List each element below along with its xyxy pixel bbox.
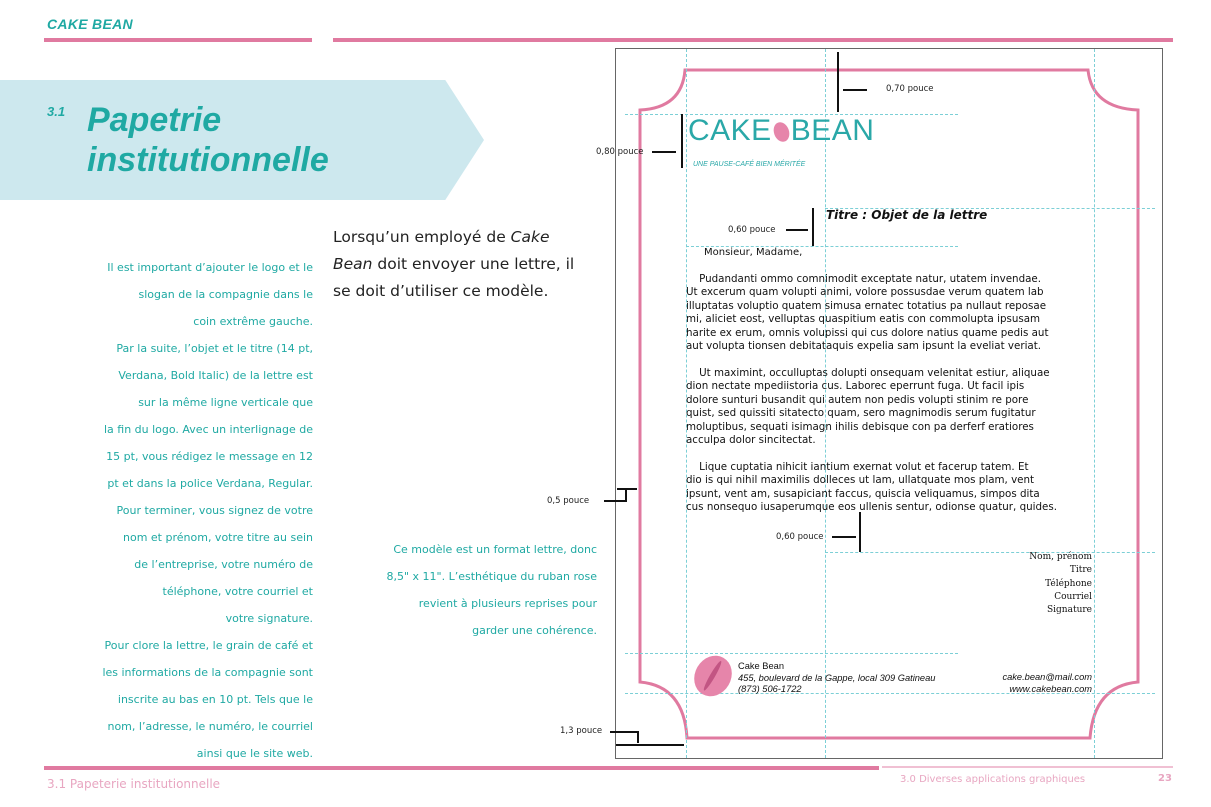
sidebar-line: pt et dans la police Verdana, Regular. [107,477,313,490]
dim-label-top: 0,70 pouce [886,84,934,94]
letter-line: dio is qui nihil maximilis dolleces ut lam, ullatquate mos plam, vent [686,474,1035,487]
footer-rule-right [882,766,1173,768]
letter-line: cus nonsequo iusaperumque eos ullenis sentur, odionse quatur, quides. [686,501,1057,514]
signature-signature: Signature [1046,605,1092,616]
dim-label-logo: 0,80 pouce [596,147,644,157]
dim-label-title: 0,60 pouce [728,225,776,235]
dim-mark [832,536,856,538]
letter-line: quist, sed quissiti sitatecto quam, sero magnimodis serum fugitatur [686,407,1036,420]
dim-mark [637,731,639,743]
letter-line: aut volupta tionsen debitataquis expelia sam ipsunt la eveliat veriat. [686,340,1042,353]
dim-mark [617,488,637,490]
letter-footer-company [738,661,935,696]
letter-line: Pudandanti ommo comnimodit exceptate natur, utatem invendae. [686,273,1042,285]
letter-paragraph-3 [686,461,1096,515]
guide-horizontal [625,653,958,654]
sidebar-line: les informations de la compagnie sont [102,666,313,679]
letter-signature-block [960,551,1092,617]
footer-website: www.cakebean.com [1009,683,1092,694]
dim-mark [786,229,808,231]
letter-line: Lique cuptatia nihicit iantium exernat volut et facerup tatem. Et [686,461,1029,473]
letter-line: moluptibus, sequati isimagn ihilis debisque con pa derferf eratiores [686,420,1034,433]
section-title-line2: institutionnelle [87,141,329,179]
note-line: Ce modèle est un format lettre, donc [393,543,597,556]
dim-mark [843,89,867,91]
sidebar-line: inscrite au bas en 10 pt. Tels que le [117,693,313,706]
footer-section-label: 3.1 Papeterie institutionnelle [47,777,221,791]
letter-line: Ut excerum quam volupti animi, volore possusdae verum quatem lab [686,286,1044,299]
logo-word-left: CAKE [688,114,772,147]
sidebar-line: Pour terminer, vous signez de votre [116,504,313,517]
sidebar-line: la fin du logo. Avec un interlignage de [103,423,313,436]
sidebar-line: nom et prénom, votre titre au sein [123,531,313,544]
letter-title: Titre : Objet de la lettre [826,208,988,222]
signature-email: Courriel [1054,591,1092,602]
dim-label-signature: 0,60 pouce [776,532,824,542]
note-line: garder une cohérence. [472,624,597,637]
intro-text-after: doit envoyer une lettre, il se doit d’utiliser ce modèle. [333,255,575,300]
sidebar-line: sur la même ligne verticale que [138,396,313,409]
dim-label-bottom: 1,3 pouce [560,726,603,736]
note-line: 8,5" x 11". L’esthétique du ruban rose [386,570,597,583]
letter-line: Ut maximint, occulluptas dolupti onsequam velenitat estiur, aliquae [686,367,1050,379]
signature-title: Titre [1069,565,1092,576]
coffee-bean-icon [771,120,792,144]
dim-label-margin: 0,5 pouce [547,496,590,506]
sidebar-line: votre signature. [225,612,313,625]
letter-salutation: Monsieur, Madame, [704,247,803,258]
sidebar-line: Il est important d’ajouter le logo et le [107,261,313,274]
footer-email: cake.bean@mail.com [1002,672,1092,682]
dim-mark [837,52,839,112]
sidebar-line: Par la suite, l’objet et le titre (14 pt, [116,342,313,355]
letter-paragraph-1 [686,273,1096,353]
sidebar-line: nom, l’adresse, le numéro, le courriel [107,720,313,733]
intro-text-before: Lorsqu’un employé de [333,228,511,246]
section-number: 3.1 [47,104,66,119]
intro-company-name: Cake Bean [333,228,550,273]
footer-chapter-label: 3.0 Diverses applications graphiques [900,774,1086,785]
letter-paragraph-2 [686,367,1096,447]
sidebar-line: slogan de la compagnie dans le [138,288,313,301]
letter-footer-contact [965,672,1092,695]
dim-mark [859,512,861,552]
letter-line: acculpa dolor sincitectat. [686,434,816,447]
dim-mark [681,114,683,168]
letter-line: harite ex erum, omnis volupissi qui cus dolore natius quame pedis aut [686,326,1049,339]
sidebar-line: Verdana, Bold Italic) de la lettre est [118,369,313,382]
dim-mark [604,500,626,502]
dim-mark [616,744,684,746]
page-number: 23 [1158,773,1172,784]
sidebar-line: téléphone, votre courriel et [162,585,313,598]
dim-mark [652,151,676,153]
sidebar-line: de l’entreprise, votre numéro de [134,558,313,571]
sidebar-line: 15 pt, vous rédigez le message en 12 [106,450,313,463]
signature-phone: Téléphone [1045,578,1092,589]
letter-line: ipsunt, vent am, susapiciant faccus, quiscia veliquamus, simpos dita [686,487,1040,500]
letter-line: mi, aliciet eost, velluptas quaspitium eatis con commolupta ipsusam [686,313,1041,326]
footer-rule-left [44,766,879,770]
letter-logo [688,114,874,148]
signature-name: Nom, prénom [1029,552,1092,562]
section-title-line1: Papetrie [87,101,222,139]
letter-slogan: UNE PAUSE-CAFÉ BIEN MÉRITÉE [693,161,806,168]
footer-phone: (873) 506-1722 [738,684,802,694]
sidebar-line: ainsi que le site web. [196,747,313,760]
note-line: revient à plusieurs reprises pour [418,597,597,610]
letter-line: dolore sunturi busandit qui autem non pedis volupti stinim re pore [686,393,1029,406]
dim-mark [812,208,814,246]
footer-company-name: Cake Bean [738,661,784,671]
sidebar-line: coin extrême gauche. [193,315,313,328]
logo-word-right: BEAN [790,114,875,147]
brand-header: CAKE BEAN [47,16,133,32]
letter-line: illuptatas voluptio quatem simusa ernatec totatius pa nullaut reposae [686,299,1047,312]
sidebar-line: Pour clore la lettre, le grain de café et [104,639,313,652]
letter-line: dion nectate mpediistoria cus. Laborec eperrunt fuga. Ut facil ipis [686,380,1025,393]
footer-address: 455, boulevard de la Gappe, local 309 Gatineau [738,672,936,683]
dim-mark [610,731,638,733]
